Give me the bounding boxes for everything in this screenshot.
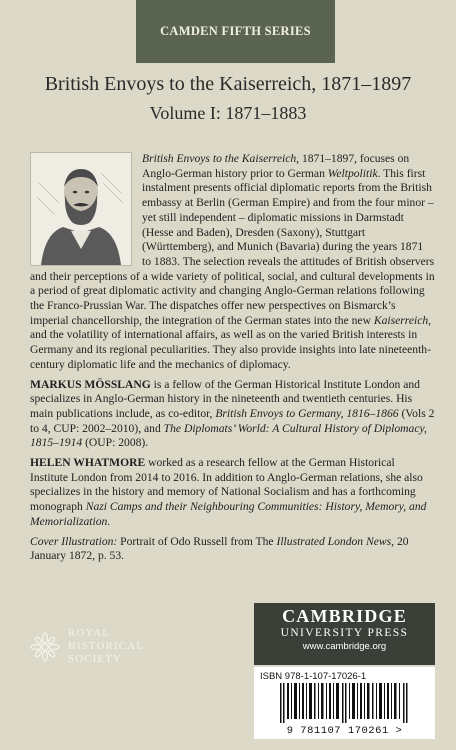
description-title: British Envoys to the Kaiserreich <box>142 152 297 165</box>
rhs-line-3: SOCIETY <box>68 653 122 665</box>
series-label: CAMDEN FIFTH SERIES <box>160 24 311 38</box>
cover-illustration-credit <box>30 535 435 564</box>
mosslang-book-2: The Diplomats’ World: A Cultural History of Diplomacy, 1815–1914 <box>30 421 427 450</box>
whatmore-book: Nazi Camps and their Neighbouring Communities: History, Memory, and Memorialization <box>30 500 427 528</box>
whatmore-text-a: worked as a research fellow at the German Historical Institute London from 2014 to 2016. In addition to Anglo-German relations, she also specializes in the history and memory of National Socialism and has a forthcoming monograph <box>30 456 423 514</box>
publisher-name-2: UNIVERSITY PRESS <box>280 627 409 639</box>
rhs-line-1: ROYAL <box>68 627 110 639</box>
cover-credit-text-b: , 20 January 1872, p. 53. <box>30 534 409 563</box>
series-banner <box>136 0 335 63</box>
description-weltpolitik: Weltpolitik <box>327 166 378 180</box>
mosslang-text-c: (OUP: 2008). <box>82 436 149 450</box>
blurb <box>30 152 435 569</box>
mosslang-text-a: is a fellow of the German Historical Institute London and specializes in Anglo-German history in the nineteenth and twentieth centuries. His main publications include, as co-editor, <box>30 377 420 420</box>
cover-credit-text-a: Portrait of Odo Russell from The <box>117 534 277 548</box>
barcode-digits: 9 781107 170261 > <box>286 725 403 737</box>
mosslang-book-1: British Envoys to Germany, 1816–1866 <box>215 406 399 420</box>
royal-historical-society-logo <box>30 627 144 666</box>
mosslang-text-b: (Vols 2 to 4, CUP: 2002–2010), and <box>30 406 435 435</box>
author-bio-mosslang <box>30 378 435 452</box>
isbn-barcode <box>254 667 435 739</box>
publisher-logo <box>254 603 435 665</box>
author-bio-whatmore <box>30 456 435 530</box>
whatmore-text-b: . <box>107 514 111 528</box>
publisher-name-1: CAMBRIDGE <box>282 606 407 626</box>
portrait-engraving-icon <box>31 153 131 265</box>
rhs-wordmark <box>68 627 144 666</box>
description-text-c: , and the volatility of international affairs, as well as on the varied British interests in Germany and its regional peculiarities. They also provide insights into late nineteenth-century diplomatic life and the mechanics of diplomacy. <box>30 313 432 371</box>
author-name-mosslang: MARKUS MÖSSLANG <box>30 377 151 391</box>
author-name-whatmore: HELEN WHATMORE <box>30 456 146 470</box>
portrait-illustration <box>30 152 132 266</box>
description-text-a: , 1871–1897, focuses on Anglo-German history prior to German <box>142 152 410 180</box>
book-title: British Envoys to the Kaiserreich, 1871–1897 <box>44 73 412 95</box>
cover-credit-journal: Illustrated London News <box>276 534 392 548</box>
description-text-b: . This first instalment presents official diplomatic reports from the British embassy at Berlin (German Empire) and from the four minor – yet still independent – diplomatic missions in Darmstadt (Hesse and Baden), Dresden (Saxony), Stuttgart (Württemberg), and Munich (Bavaria) during the years 1871 to 1883. The selection reveals the attitudes of British observers and their perceptions of a wide variety of political, social, and cultural developments in a period of great diplomatic activity and changing Anglo-German relations following the Franco-Prussian War. The dispatches offer new perspectives on Bismarck’s imperial chancellorship, the integration of the German states into the new <box>30 166 435 327</box>
volume-subtitle: Volume I: 1871–1883 <box>149 103 307 123</box>
barcode-bars-icon <box>280 683 410 723</box>
description-kaiserreich: Kaiserreich <box>373 313 429 327</box>
rhs-line-2: HISTORICAL <box>68 640 144 652</box>
publisher-url: www.cambridge.org <box>302 641 387 652</box>
crest-icon <box>30 632 60 662</box>
cover-illustration-label: Cover Illustration: <box>30 534 118 548</box>
isbn-label: ISBN 978-1-107-17026-1 <box>260 671 367 682</box>
